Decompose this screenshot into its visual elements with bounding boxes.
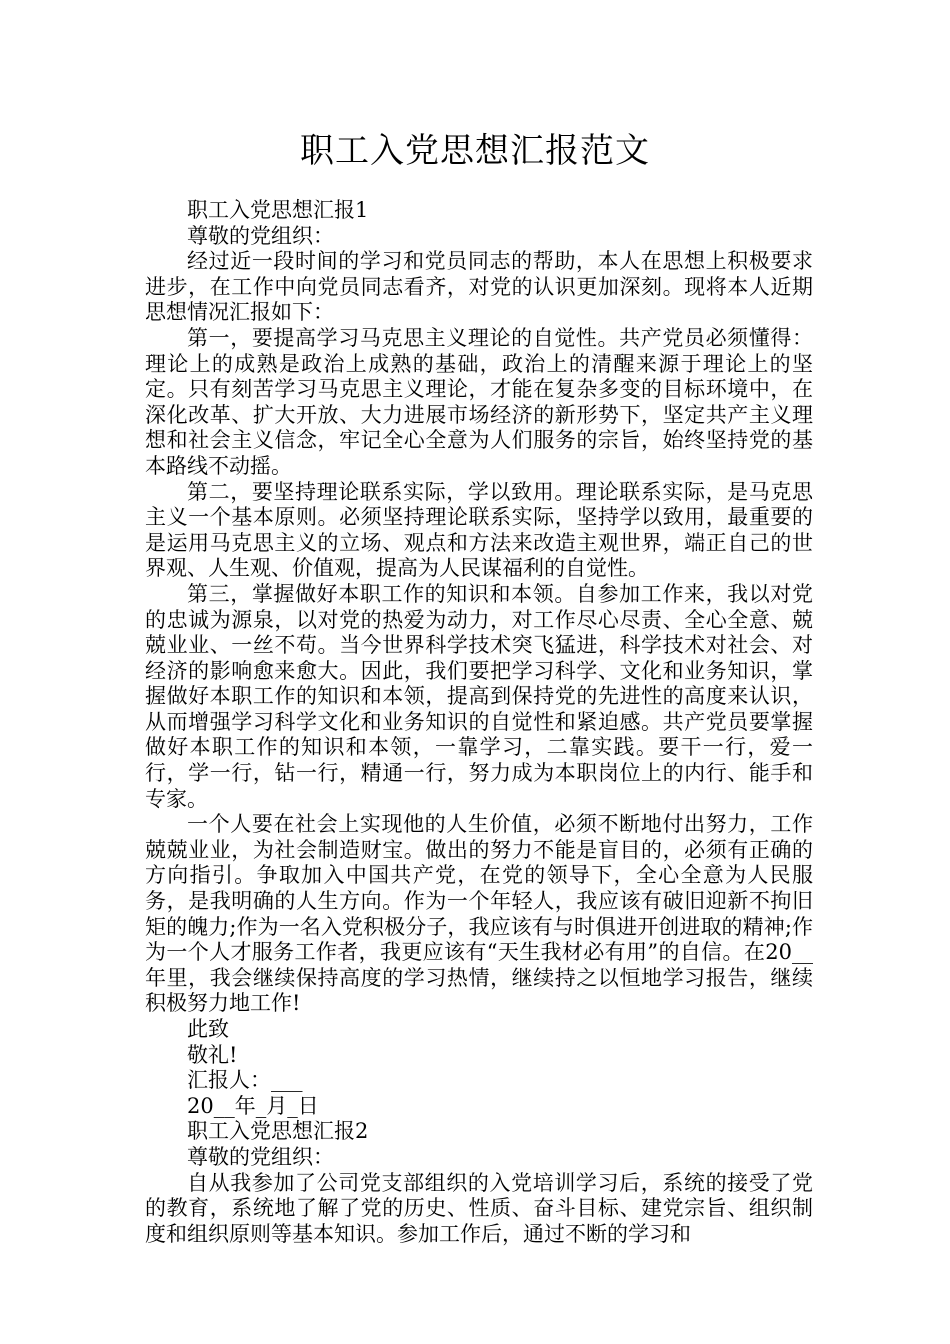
document-title: 职工入党思想汇报范文 — [300, 131, 650, 171]
paragraph-report-2-intro: 自从我参加了公司党支部组织的入党培训学习后，系统的接受了党的教育，系统地了解了党的历史、性质、奋斗目标、建党宗旨、组织制度和组织原则等基本知识。参加工作后，通过不断的学习和 — [145, 1170, 813, 1246]
paragraph-first-point: 第一，要提高学习马克思主义理论的自觉性。共产党员必须懂得：理论上的成熟是政治上成熟的基础，政治上的清醒来源于理论上的坚定。只有刻苦学习马克思主义理论，才能在复杂多变的目标环境中，在深化改革、扩大开放、大力进展市场经济的新形势下，坚定共产主义理想和社会主义信念，牢记全心全意为人们服务的宗旨，始终坚持党的基本路线不动摇。 — [145, 325, 813, 478]
section-heading-2: 职工入党思想汇报2 — [187, 1119, 369, 1144]
reporter-line: 汇报人：___ — [187, 1068, 303, 1093]
paragraph-third-point: 第三，掌握做好本职工作的知识和本领。自参加工作来，我以对党的忠诚为源泉，以对党的热爱为动力，对工作尽心尽责、全心全意、兢兢业业、一丝不苟。当今世界科学技术突飞猛进，科学技术对社会、对经济的影响愈来愈大。因此，我们要把学习科学、文化和业务知识，掌握做好本职工作的知识和本领，提高到保持党的先进性的高度来认识，从而增强学习科学文化和业务知识的自觉性和紧迫感。共产党员要掌握做好本职工作的知识和本领，一靠学习，二靠实践。要干一行，爱一行，学一行，钻一行，精通一行，努力成为本职岗位上的内行、能手和专家。 — [145, 581, 813, 811]
document-body — [145, 198, 813, 1247]
closing-cizhi: 此致 — [187, 1017, 229, 1041]
paragraph-life-value: 一个人要在社会上实现他的人生价值，必须不断地付出努力，工作兢兢业业，为社会制造财宝。做出的努力不能是盲目的，必须有正确的方向指引。争取加入中国共产党，在党的领导下，全心全意为人民服务，是我明确的人生方向。作为一个年轻人，我应该有破旧迎新不拘旧矩的魄力;作为一名入党积极分子，我应该有与时俱进开创进取的精神;作为一个人才服务工作者，我更应该有“天生我材必有用”的自信。在20__年里，我会继续保持高度的学习热情，继续持之以恒地学习报告，继续积极努力地工作! — [145, 812, 813, 1016]
closing-jingli: 敬礼! — [187, 1042, 238, 1067]
salutation-2: 尊敬的党组织： — [187, 1144, 334, 1169]
date-line: 20__年_月_日 — [187, 1093, 319, 1118]
section-heading-1: 职工入党思想汇报1 — [187, 198, 369, 222]
paragraph-second-point: 第二，要坚持理论联系实际，学以致用。理论联系实际，是马克思主义一个基本原则。必须坚持理论联系实际，坚持学以致用，最重要的是运用马克思主义的立场、观点和方法来改造主观世界，端正自己的世界观、人生观、价值观，提高为人民谋福利的自觉性。 — [145, 479, 813, 581]
paragraph-intro: 经过近一段时间的学习和党员同志的帮助，本人在思想上积极要求进步，在工作中向党员同志看齐，对党的认识更加深刻。现将本人近期思想情况汇报如下： — [145, 249, 813, 325]
salutation-1: 尊敬的党组织： — [187, 223, 334, 248]
